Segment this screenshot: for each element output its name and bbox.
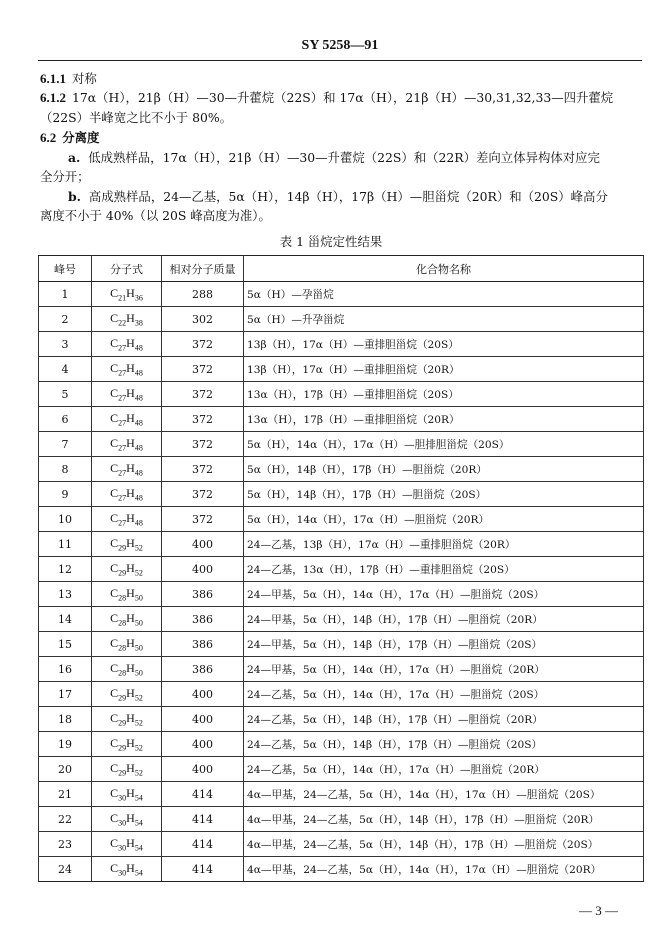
paragraph-text: 高成熟样品，24—乙基，5α（H），14β（H），17β（H）—胆甾烷（20R）和（20S）峰高分	[88, 189, 608, 204]
formula-hydrogen-count: 50	[134, 643, 143, 653]
relative-molecular-mass: 372	[162, 507, 244, 532]
peak-number: 5	[39, 382, 92, 407]
molecular-formula	[92, 482, 162, 507]
peak-number: 19	[39, 732, 92, 757]
formula-hydrogen: H	[126, 460, 135, 475]
peak-number: 4	[39, 357, 92, 382]
formula-hydrogen-count: 50	[134, 593, 143, 603]
peak-number: 11	[39, 532, 92, 557]
molecular-formula	[92, 332, 162, 357]
table-caption: 表 1 甾烷定性结果	[279, 234, 383, 249]
table-row	[39, 332, 644, 357]
formula-carbon-count: 28	[118, 668, 127, 678]
compound-name: 13α（H），17β（H）—重排胆甾烷（20R）	[244, 407, 644, 432]
compound-name: 24—甲基，5α（H），14β（H），17β（H）—胆甾烷（20S）	[244, 632, 644, 657]
compound-name: 24—乙基，13α（H），17β（H）—重排胆甾烷（20S）	[244, 557, 644, 582]
formula-carbon-count: 27	[118, 443, 127, 453]
relative-molecular-mass: 400	[162, 557, 244, 582]
peak-number: 17	[39, 682, 92, 707]
molecular-formula	[92, 632, 162, 657]
formula-carbon-count: 28	[118, 593, 127, 603]
relative-molecular-mass: 372	[162, 432, 244, 457]
formula-carbon-count: 30	[118, 793, 127, 803]
formula-hydrogen-count: 54	[134, 818, 143, 828]
relative-molecular-mass: 372	[162, 357, 244, 382]
peak-number: 18	[39, 707, 92, 732]
formula-hydrogen: H	[126, 810, 135, 825]
formula-carbon: C	[110, 510, 119, 525]
relative-molecular-mass: 372	[162, 407, 244, 432]
table-row	[39, 707, 644, 732]
molecular-formula	[92, 657, 162, 682]
formula-hydrogen-count: 54	[134, 793, 143, 803]
section-title: 分离度	[62, 130, 100, 145]
relative-molecular-mass: 414	[162, 832, 244, 857]
formula-hydrogen: H	[126, 760, 135, 775]
molecular-formula	[92, 807, 162, 832]
formula-carbon: C	[110, 835, 119, 850]
header-formula: 分子式	[92, 256, 162, 282]
formula-carbon-count: 27	[118, 518, 127, 528]
table-row	[39, 757, 644, 782]
relative-molecular-mass: 386	[162, 632, 244, 657]
table-row	[39, 782, 644, 807]
relative-molecular-mass: 386	[162, 657, 244, 682]
formula-carbon: C	[110, 560, 119, 575]
formula-hydrogen: H	[126, 735, 135, 750]
peak-number: 21	[39, 782, 92, 807]
formula-carbon: C	[110, 610, 119, 625]
peak-number: 9	[39, 482, 92, 507]
section-6-1-2-line2: （22S）半峰宽之比不小于 80%。	[40, 110, 233, 125]
molecular-formula	[92, 357, 162, 382]
section-6-2	[40, 130, 99, 146]
formula-hydrogen-count: 48	[134, 368, 143, 378]
formula-hydrogen-count: 52	[134, 768, 143, 778]
compound-name: 24—乙基，13β（H），17α（H）—重排胆甾烷（20R）	[244, 532, 644, 557]
peak-number: 2	[39, 307, 92, 332]
formula-carbon: C	[110, 385, 119, 400]
document-code: SY 5258—91	[301, 38, 379, 53]
molecular-formula	[92, 732, 162, 757]
relative-molecular-mass: 400	[162, 757, 244, 782]
molecular-formula	[92, 432, 162, 457]
table-row	[39, 382, 644, 407]
formula-hydrogen: H	[126, 485, 135, 500]
formula-carbon-count: 29	[118, 568, 127, 578]
formula-carbon: C	[110, 360, 119, 375]
formula-hydrogen: H	[126, 860, 135, 875]
formula-carbon: C	[110, 585, 119, 600]
relative-molecular-mass: 372	[162, 482, 244, 507]
formula-hydrogen: H	[126, 660, 135, 675]
molecular-formula	[92, 782, 162, 807]
table-row	[39, 507, 644, 532]
compound-name: 5α（H），14α（H），17α（H）—胆排胆甾烷（20S）	[244, 432, 644, 457]
formula-hydrogen: H	[126, 685, 135, 700]
peak-number: 23	[39, 832, 92, 857]
compound-name: 5α（H）—升孕甾烷	[244, 307, 644, 332]
compound-name: 5α（H）—孕甾烷	[244, 282, 644, 307]
molecular-formula	[92, 282, 162, 307]
molecular-formula	[92, 682, 162, 707]
formula-carbon: C	[110, 785, 119, 800]
relative-molecular-mass: 400	[162, 707, 244, 732]
table-row	[39, 457, 644, 482]
formula-hydrogen: H	[126, 310, 135, 325]
relative-molecular-mass: 414	[162, 782, 244, 807]
molecular-formula	[92, 382, 162, 407]
formula-carbon-count: 27	[118, 418, 127, 428]
molecular-formula	[92, 607, 162, 632]
compound-name: 5α（H），14β（H），17β（H）—胆甾烷（20R）	[244, 457, 644, 482]
section-6-1-2-line1	[40, 90, 613, 106]
compound-name: 24—乙基，5α（H），14α（H），17α（H）—胆甾烷（20S）	[244, 682, 644, 707]
header-mass: 相对分子质量	[162, 256, 244, 282]
table-row	[39, 407, 644, 432]
header-rule	[38, 60, 642, 61]
formula-hydrogen-count: 48	[134, 468, 143, 478]
formula-hydrogen-count: 52	[134, 693, 143, 703]
formula-carbon-count: 27	[118, 468, 127, 478]
molecular-formula	[92, 832, 162, 857]
relative-molecular-mass: 414	[162, 807, 244, 832]
compound-name: 13β（H），17α（H）—重排胆甾烷（20S）	[244, 332, 644, 357]
formula-carbon-count: 21	[118, 293, 127, 303]
table-row	[39, 682, 644, 707]
formula-carbon-count: 29	[118, 693, 127, 703]
formula-carbon-count: 30	[118, 818, 127, 828]
peak-number: 7	[39, 432, 92, 457]
peak-number: 13	[39, 582, 92, 607]
molecular-formula	[92, 457, 162, 482]
relative-molecular-mass: 400	[162, 682, 244, 707]
molecular-formula	[92, 557, 162, 582]
formula-carbon: C	[110, 285, 119, 300]
formula-carbon-count: 29	[118, 543, 127, 553]
formula-carbon: C	[110, 660, 119, 675]
formula-hydrogen-count: 48	[134, 418, 143, 428]
item-label: a.	[68, 150, 81, 165]
formula-carbon-count: 22	[118, 318, 127, 328]
compound-name: 4α—甲基，24—乙基，5α（H），14α（H），17α（H）—胆甾烷（20S）	[244, 782, 644, 807]
formula-carbon: C	[110, 710, 119, 725]
formula-carbon-count: 30	[118, 843, 127, 853]
relative-molecular-mass: 386	[162, 607, 244, 632]
section-number: 6.2	[40, 130, 57, 145]
table-row	[39, 582, 644, 607]
table-row	[39, 857, 644, 882]
formula-carbon-count: 30	[118, 868, 127, 878]
header-peak: 峰号	[39, 256, 92, 282]
table-row	[39, 432, 644, 457]
formula-hydrogen: H	[126, 585, 135, 600]
formula-hydrogen: H	[126, 510, 135, 525]
formula-hydrogen-count: 52	[134, 543, 143, 553]
formula-carbon-count: 27	[118, 493, 127, 503]
table-row	[39, 532, 644, 557]
table-row	[39, 832, 644, 857]
formula-carbon: C	[110, 335, 119, 350]
peak-number: 14	[39, 607, 92, 632]
table-row	[39, 657, 644, 682]
table-row	[39, 557, 644, 582]
formula-carbon: C	[110, 535, 119, 550]
formula-carbon: C	[110, 810, 119, 825]
formula-hydrogen-count: 48	[134, 518, 143, 528]
formula-carbon-count: 29	[118, 768, 127, 778]
molecular-formula	[92, 507, 162, 532]
table-row	[39, 607, 644, 632]
relative-molecular-mass: 414	[162, 857, 244, 882]
page-number: — 3 —	[579, 903, 618, 918]
paragraph-text: 17α（H），21β（H）—30—升藿烷（22S）和 17α（H），21β（H）—30,31,32,33—四升藿烷	[72, 90, 614, 105]
compound-name: 24—乙基，5α（H），14β（H），17β（H）—胆甾烷（20R）	[244, 707, 644, 732]
formula-carbon: C	[110, 685, 119, 700]
formula-hydrogen-count: 52	[134, 718, 143, 728]
paragraph-text: 低成熟样品，17α（H），21β（H）—30—升藿烷（22S）和（22R）差向立体异构体对应完	[88, 150, 600, 165]
item-a-line1	[68, 150, 600, 166]
table-row	[39, 732, 644, 757]
formula-hydrogen-count: 48	[134, 493, 143, 503]
molecular-formula	[92, 532, 162, 557]
section-title: 对称	[72, 71, 97, 86]
molecular-formula	[92, 407, 162, 432]
compound-name: 24—甲基，5α（H），14α（H），17α（H）—胆甾烷（20R）	[244, 657, 644, 682]
formula-carbon: C	[110, 760, 119, 775]
peak-number: 6	[39, 407, 92, 432]
formula-carbon-count: 27	[118, 343, 127, 353]
formula-carbon-count: 28	[118, 643, 127, 653]
formula-hydrogen: H	[126, 410, 135, 425]
compound-name: 24—乙基，5α（H），14α（H），17α（H）—胆甾烷（20R）	[244, 757, 644, 782]
formula-hydrogen-count: 52	[134, 568, 143, 578]
peak-number: 20	[39, 757, 92, 782]
peak-number: 15	[39, 632, 92, 657]
compound-name: 5α（H），14α（H），17α（H）—胆甾烷（20R）	[244, 507, 644, 532]
peak-number: 24	[39, 857, 92, 882]
relative-molecular-mass: 400	[162, 732, 244, 757]
formula-hydrogen-count: 48	[134, 443, 143, 453]
compound-name: 24—甲基，5α（H），14α（H），17α（H）—胆甾烷（20S）	[244, 582, 644, 607]
compound-name: 5α（H），14β（H），17β（H）—胆甾烷（20S）	[244, 482, 644, 507]
formula-carbon: C	[110, 860, 119, 875]
table-row	[39, 482, 644, 507]
formula-carbon-count: 27	[118, 368, 127, 378]
item-b-line2: 离度不小于 40%（以 20S 峰高度为准）。	[40, 208, 271, 223]
formula-hydrogen: H	[126, 435, 135, 450]
formula-carbon-count: 27	[118, 393, 127, 403]
formula-carbon: C	[110, 410, 119, 425]
section-number: 6.1.1	[40, 71, 66, 86]
formula-hydrogen: H	[126, 835, 135, 850]
molecular-formula	[92, 707, 162, 732]
table-header-row	[39, 256, 644, 282]
formula-carbon: C	[110, 635, 119, 650]
section-6-1-1	[40, 71, 97, 87]
formula-hydrogen: H	[126, 385, 135, 400]
formula-hydrogen-count: 54	[134, 843, 143, 853]
relative-molecular-mass: 400	[162, 532, 244, 557]
formula-hydrogen: H	[126, 535, 135, 550]
formula-hydrogen-count: 36	[134, 293, 143, 303]
formula-hydrogen: H	[126, 285, 135, 300]
relative-molecular-mass: 288	[162, 282, 244, 307]
formula-hydrogen: H	[126, 635, 135, 650]
formula-hydrogen-count: 48	[134, 343, 143, 353]
item-a-line2: 全分开；	[40, 169, 90, 184]
formula-carbon: C	[110, 460, 119, 475]
formula-carbon-count: 29	[118, 743, 127, 753]
formula-hydrogen: H	[126, 360, 135, 375]
table-row	[39, 307, 644, 332]
sterane-results-table	[38, 255, 644, 882]
compound-name: 24—乙基，5α（H），14β（H），17β（H）—胆甾烷（20S）	[244, 732, 644, 757]
formula-hydrogen: H	[126, 560, 135, 575]
table-row	[39, 282, 644, 307]
formula-carbon-count: 29	[118, 718, 127, 728]
formula-hydrogen-count: 54	[134, 868, 143, 878]
relative-molecular-mass: 372	[162, 382, 244, 407]
formula-hydrogen-count: 50	[134, 618, 143, 628]
item-label: b.	[68, 189, 81, 204]
compound-name: 4α—甲基，24—乙基，5α（H），14β（H），17β（H）—胆甾烷（20R）	[244, 807, 644, 832]
formula-hydrogen-count: 52	[134, 743, 143, 753]
formula-hydrogen-count: 50	[134, 668, 143, 678]
section-number: 6.1.2	[40, 90, 66, 105]
molecular-formula	[92, 857, 162, 882]
peak-number: 10	[39, 507, 92, 532]
formula-carbon: C	[110, 735, 119, 750]
formula-hydrogen-count: 38	[134, 318, 143, 328]
compound-name: 13β（H），17α（H）—重排胆甾烷（20R）	[244, 357, 644, 382]
peak-number: 3	[39, 332, 92, 357]
formula-hydrogen: H	[126, 785, 135, 800]
compound-name: 4α—甲基，24—乙基，5α（H），14β（H），17β（H）—胆甾烷（20S）	[244, 832, 644, 857]
formula-carbon: C	[110, 310, 119, 325]
formula-hydrogen: H	[126, 710, 135, 725]
formula-carbon-count: 28	[118, 618, 127, 628]
compound-name: 24—甲基，5α（H），14β（H），17β（H）—胆甾烷（20R）	[244, 607, 644, 632]
relative-molecular-mass: 372	[162, 332, 244, 357]
molecular-formula	[92, 307, 162, 332]
peak-number: 1	[39, 282, 92, 307]
table-row	[39, 632, 644, 657]
peak-number: 8	[39, 457, 92, 482]
molecular-formula	[92, 582, 162, 607]
formula-hydrogen-count: 48	[134, 393, 143, 403]
relative-molecular-mass: 302	[162, 307, 244, 332]
header-compound: 化合物名称	[244, 256, 644, 282]
compound-name: 13α（H），17β（H）—重排胆甾烷（20S）	[244, 382, 644, 407]
relative-molecular-mass: 386	[162, 582, 244, 607]
peak-number: 12	[39, 557, 92, 582]
formula-hydrogen: H	[126, 335, 135, 350]
molecular-formula	[92, 757, 162, 782]
table-row	[39, 357, 644, 382]
formula-carbon: C	[110, 435, 119, 450]
table-row	[39, 807, 644, 832]
peak-number: 22	[39, 807, 92, 832]
formula-carbon: C	[110, 485, 119, 500]
item-b-line1	[68, 189, 608, 205]
relative-molecular-mass: 372	[162, 457, 244, 482]
formula-hydrogen: H	[126, 610, 135, 625]
peak-number: 16	[39, 657, 92, 682]
compound-name: 4α—甲基，24—乙基，5α（H），14α（H），17α（H）—胆甾烷（20R）	[244, 857, 644, 882]
